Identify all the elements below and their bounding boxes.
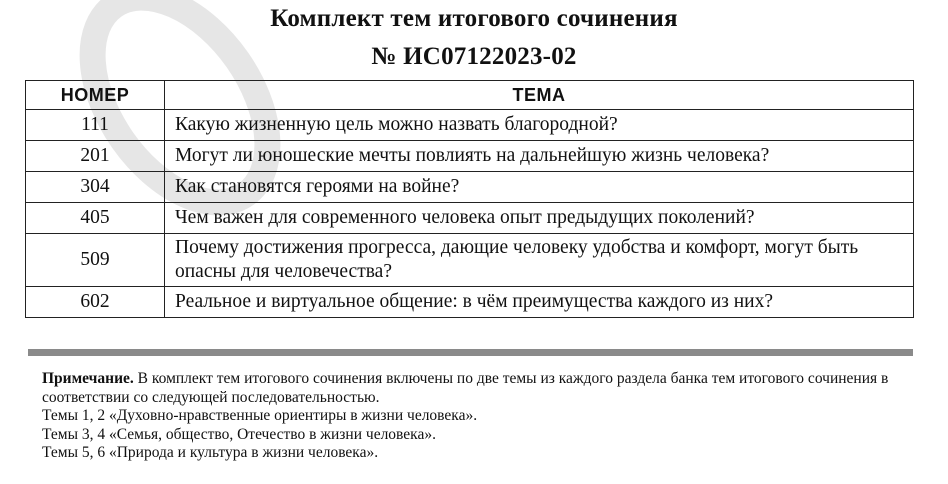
topic-text: Чем важен для современного человека опыт предыдущих поколений? xyxy=(165,203,914,234)
topic-number: 509 xyxy=(26,234,165,287)
note-label: Примечание. xyxy=(42,370,134,387)
document-title: Комплект тем итогового сочинения xyxy=(270,5,678,32)
section-divider xyxy=(28,349,913,356)
column-header-topic: ТЕМА xyxy=(165,81,914,110)
topic-number: 602 xyxy=(26,287,165,318)
topic-number: 304 xyxy=(26,172,165,203)
topic-text: Какую жизненную цель можно назвать благородной? xyxy=(165,110,914,141)
note-line: Темы 5, 6 «Природа и культура в жизни человека». xyxy=(42,444,379,461)
table-row xyxy=(26,141,914,172)
column-header-number: НОМЕР xyxy=(26,81,165,110)
topic-text: Почему достижения прогресса, дающие человеку удобства и комфорт, могут быть опасны для человечества? xyxy=(165,234,914,287)
topic-text: Реальное и виртуальное общение: в чём преимущества каждого из них? xyxy=(165,287,914,318)
document-number: № ИС07122023-02 xyxy=(371,43,577,70)
note-line: Темы 1, 2 «Духовно-нравственные ориентиры в жизни человека». xyxy=(42,407,478,424)
table-row xyxy=(26,172,914,203)
table-header-row xyxy=(26,81,914,110)
topic-number: 111 xyxy=(26,110,165,141)
note-text: В комплект тем итогового сочинения включены по две темы из каждого раздела банка тем итогового сочинения в соответствии со следующей последовательностью. xyxy=(42,370,889,406)
topic-text: Могут ли юношеские мечты повлиять на дальнейшую жизнь человека? xyxy=(165,141,914,172)
note-line: Темы 3, 4 «Семья, общество, Отечество в жизни человека». xyxy=(42,425,436,443)
note-block xyxy=(42,370,902,463)
table-row xyxy=(26,287,914,318)
topic-number: 405 xyxy=(26,203,165,234)
topic-text: Как становятся героями на войне? xyxy=(165,172,914,203)
topics-table xyxy=(25,80,914,318)
topic-number: 201 xyxy=(26,141,165,172)
table-row xyxy=(26,110,914,141)
table-row xyxy=(26,234,914,287)
note-paragraph xyxy=(42,370,902,407)
table-row xyxy=(26,203,914,234)
